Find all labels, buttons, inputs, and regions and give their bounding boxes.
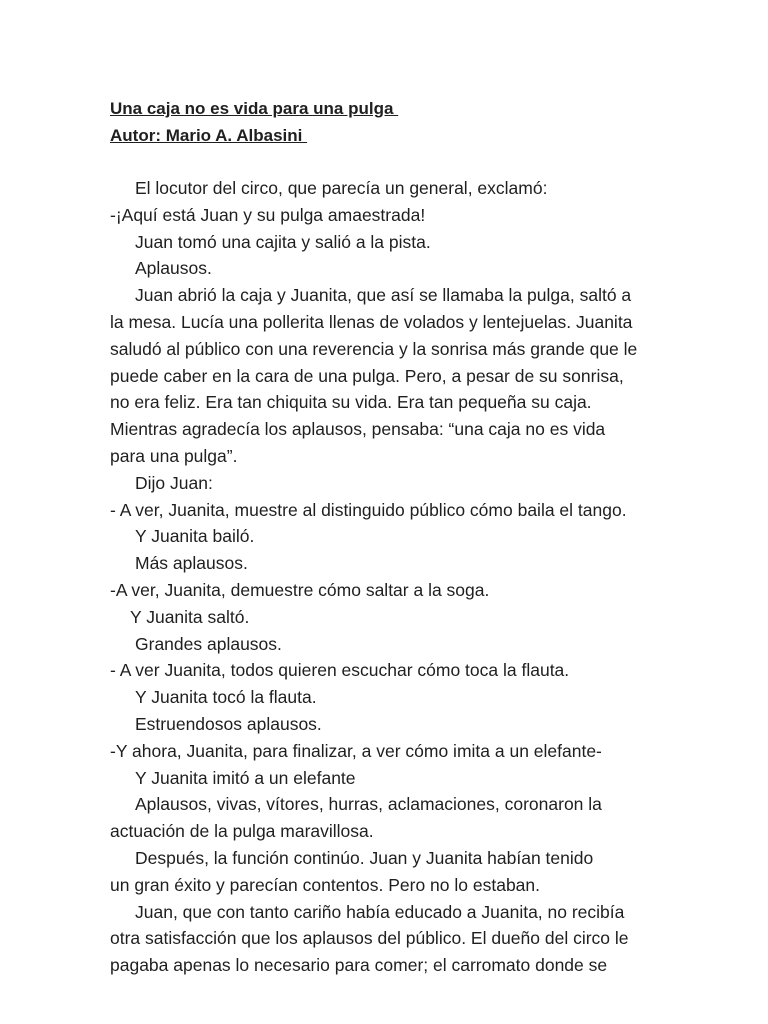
text-line: Dijo Juan:	[135, 472, 213, 493]
text-line: Más aplausos.	[135, 553, 248, 574]
text-line: no era feliz. Era tan chiquita su vida. Era tan pequeña su caja.	[110, 392, 592, 413]
text-line: Y Juanita bailó.	[135, 526, 255, 547]
text-line: - A ver, Juanita, muestre al distinguido público cómo baila el tango.	[110, 499, 627, 520]
text-line: pagaba apenas lo necesario para comer; el carromato donde se	[110, 955, 608, 976]
text-line: -A ver, Juanita, demuestre cómo saltar a la soga.	[110, 579, 490, 600]
text-line: Estruendosos aplausos.	[135, 713, 322, 734]
text-line: la mesa. Lucía una pollerita llenas de volados y lentejuelas. Juanita	[110, 311, 633, 332]
text-line: Mientras agradecía los aplausos, pensaba: “una caja no es vida	[110, 419, 606, 440]
text-line: Aplausos.	[135, 258, 212, 279]
story-body	[110, 175, 670, 979]
text-line: Y Juanita saltó.	[130, 606, 250, 627]
title-block	[110, 95, 398, 149]
text-line: para una pulga”.	[110, 445, 238, 466]
text-line: Y Juanita tocó la flauta.	[135, 687, 317, 708]
text-line: Aplausos, vivas, vítores, hurras, aclamaciones, coronaron la	[135, 794, 602, 815]
text-line: puede caber en la cara de una pulga. Pero, a pesar de su sonrisa,	[110, 365, 624, 386]
text-line: actuación de la pulga maravillosa.	[110, 821, 374, 842]
document-title: Una caja no es vida para una pulga	[110, 99, 399, 118]
text-line: -¡Aquí está Juan y su pulga amaestrada!	[110, 204, 426, 225]
text-line: Después, la función continúo. Juan y Juanita habían tenido	[135, 847, 594, 868]
text-line: Juan, que con tanto cariño había educado a Juanita, no recibía	[135, 901, 625, 922]
text-line: -Y ahora, Juanita, para finalizar, a ver cómo imita a un elefante-	[110, 740, 602, 761]
text-line: Juan abrió la caja y Juanita, que así se llamaba la pulga, saltó a	[135, 285, 632, 306]
text-line: - A ver Juanita, todos quieren escuchar cómo toca la flauta.	[110, 660, 570, 681]
text-line: un gran éxito y parecían contentos. Pero no lo estaban.	[110, 874, 541, 895]
text-line: Y Juanita imitó a un elefante	[135, 767, 356, 788]
document-author: Autor: Mario A. Albasini	[110, 126, 308, 145]
text-line: Grandes aplausos.	[135, 633, 282, 654]
text-line: saludó al público con una reverencia y la sonrisa más grande que le	[110, 338, 638, 359]
text-line: El locutor del circo, que parecía un general, exclamó:	[135, 178, 548, 198]
text-line: otra satisfacción que los aplausos del público. El dueño del circo le	[110, 928, 629, 949]
text-line: Juan tomó una cajita y salió a la pista.	[135, 231, 431, 252]
